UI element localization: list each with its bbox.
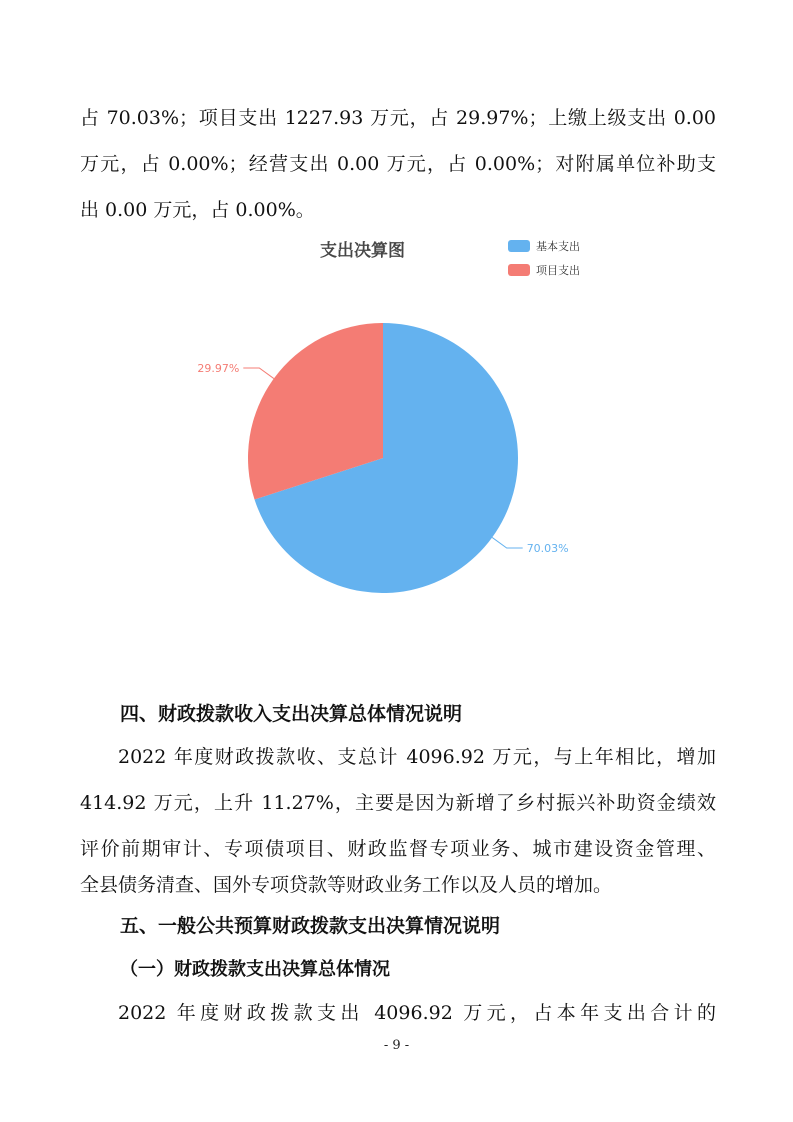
chart-title: 支出决算图: [320, 241, 405, 261]
page-number: - 9 -: [383, 1038, 410, 1053]
subsection-heading: （一）财政拨款支出决算总体情况: [120, 959, 390, 980]
body-text-line: 评价前期审计、专项债项目、财政监督专项业务、城市建设资金管理、: [80, 838, 716, 860]
body-text-line: 全县债务清查、国外专项贷款等财政业务工作以及人员的增加。: [80, 874, 613, 896]
leader-line: [243, 368, 274, 379]
body-text-line: 414.92 万元，上升 11.27%，主要是因为新增了乡村振兴补助资金绩效: [80, 792, 716, 814]
section-heading: 四、财政拨款收入支出决算总体情况说明: [120, 703, 463, 725]
legend-label-project: 项目支出: [536, 264, 580, 277]
data-label-project: 29.97%: [197, 361, 240, 375]
leader-line: [492, 537, 523, 548]
body-text-line: 2022 年度财政拨款收、支总计 4096.92 万元，与上年相比，增加: [118, 746, 716, 768]
body-text-line: 万元，占 0.00%；经营支出 0.00 万元，占 0.00%；对附属单位补助支: [80, 153, 716, 175]
legend-label-basic: 基本支出: [536, 240, 580, 253]
body-text-line: 出 0.00 万元，占 0.00%。: [80, 199, 315, 221]
section-heading: 五、一般公共预算财政拨款支出决算情况说明: [120, 915, 501, 937]
body-text-line: 2022 年度财政拨款支出 4096.92 万元，占本年支出合计的: [118, 1002, 716, 1024]
body-text-line: 占 70.03%；项目支出 1227.93 万元，占 29.97%；上缴上级支出 0.00: [80, 107, 716, 129]
data-label-basic: 70.03%: [526, 542, 569, 556]
